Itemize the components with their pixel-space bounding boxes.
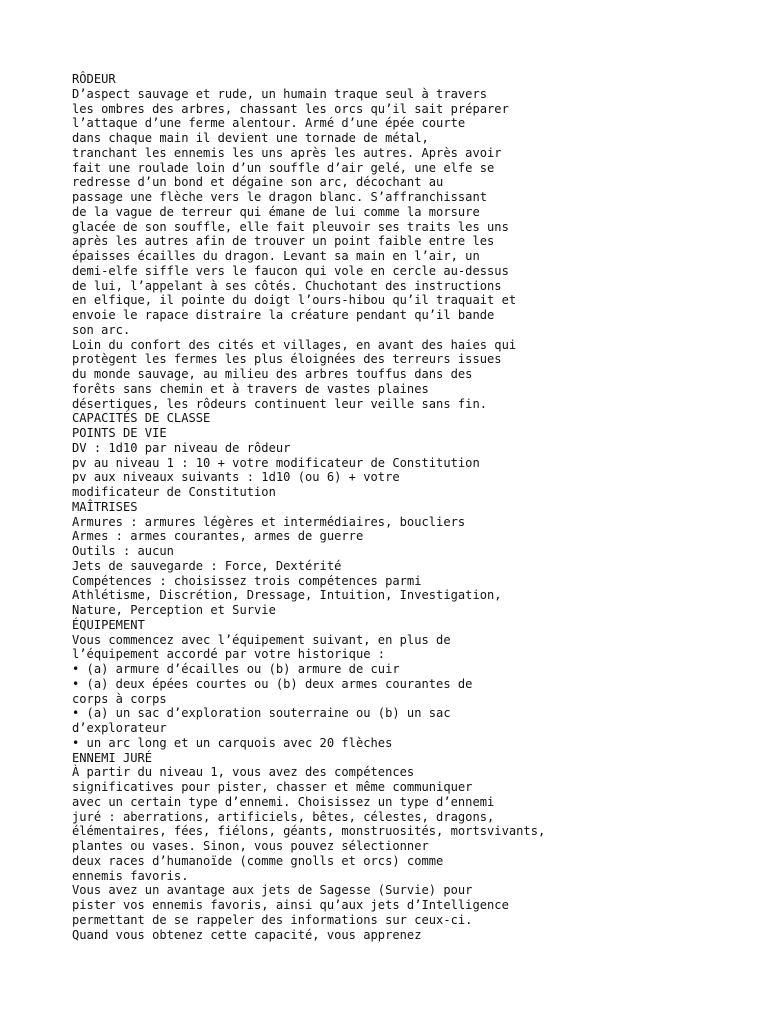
text-line: protègent les fermes les plus éloignées des terreurs issues [72, 352, 502, 367]
text-line: permettant de se rappeler des informations sur ceux-ci. [72, 912, 473, 927]
text-line: pister vos ennemis favoris, ainsi qu’aux jets d’Intelligence [72, 898, 509, 912]
text-line: POINTS DE VIE [72, 426, 167, 440]
text-line: avec un certain type d’ennemi. Choisissez un type d’ennemi [72, 794, 495, 809]
text-line: demi-elfe siffle vers le faucon qui vole en cercle au-dessus [72, 263, 509, 278]
text-line: plantes ou vases. Sinon, vous pouvez sélectionner [72, 839, 429, 853]
text-line: • un arc long et un carquois avec 20 flèches [72, 735, 393, 750]
text-line: corps à corps [72, 691, 167, 706]
text-line: • (a) armure d’écailles ou (b) armure de cuir [72, 662, 400, 676]
text-line: ENNEMI JURÉ [72, 750, 153, 765]
text-line: Outils : aucun [72, 544, 174, 558]
text-line: glacée de son souffle, elle fait pleuvoir ses traits les uns [72, 219, 509, 234]
text-line: d’explorateur [72, 721, 167, 735]
text-line: Compétences : choisissez trois compétences parmi [72, 573, 422, 588]
text-line: juré : aberrations, artificiels, bêtes, célestes, dragons, [72, 809, 495, 824]
text-line: épaisses écailles du dragon. Levant sa main en l’air, un [72, 249, 480, 263]
text-line: du monde sauvage, au milieu des arbres touffus dans des [72, 367, 473, 381]
text-line: • (a) deux épées courtes ou (b) deux armes courantes de [72, 676, 473, 691]
text-line: D’aspect sauvage et rude, un humain traque seul à travers [72, 86, 488, 101]
text-line: Loin du confort des cités et villages, en avant des haies qui [72, 337, 517, 352]
document-page [72, 72, 732, 942]
text-line: après les autres afin de trouver un point faible entre les [72, 234, 495, 249]
text-line: forêts sans chemin et à travers de vastes plaines [72, 381, 429, 396]
text-line: dans chaque main il devient une tornade de métal, [72, 131, 429, 145]
text-line: l’attaque d’une ferme alentour. Armé d’une épée courte [72, 116, 466, 131]
text-line: deux races d’humanoïde (comme gnolls et orcs) comme [72, 853, 444, 868]
text-line: DV : 1d10 par niveau de rôdeur [72, 440, 291, 455]
text-line: significatives pour pister, chasser et même communiquer [72, 780, 473, 794]
text-line: modificateur de Constitution [72, 485, 276, 499]
text-line: passage une flèche vers le dragon blanc. S’affranchissant [72, 190, 488, 204]
text-line: Quand vous obtenez cette capacité, vous apprenez [72, 927, 422, 942]
text-line: Jets de sauvegarde : Force, Dextérité [72, 558, 342, 573]
text-line: ennemis favoris. [72, 868, 189, 883]
text-line: Nature, Perception et Survie [72, 603, 276, 617]
text-line: Vous avez un avantage aux jets de Sagesse (Survie) pour [72, 883, 473, 898]
text-line: redresse d’un bond et dégaine son arc, décochant au [72, 175, 444, 190]
text-line: de lui, l’appelant à ses côtés. Chuchotant des instructions [72, 278, 502, 293]
text-line: élémentaires, fées, fiélons, géants, monstruosités, mortsvivants, [72, 824, 546, 839]
text-line: envoie le rapace distraire la créature pendant qu’il bande [72, 308, 495, 322]
text-line: CAPACITÉS DE CLASSE [72, 411, 211, 426]
text-line: pv au niveau 1 : 10 + votre modificateur de Constitution [72, 455, 480, 470]
text-line: en elfique, il pointe du doigt l’ours-hibou qu’il traquait et [72, 293, 517, 308]
text-line: désertiques, les rôdeurs continuent leur veille sans fin. [72, 396, 488, 411]
text-line: • (a) un sac d’exploration souterraine ou (b) un sac [72, 706, 451, 721]
text-line: tranchant les ennemis les uns après les autres. Après avoir [72, 145, 502, 160]
text-line: de la vague de terreur qui émane de lui comme la morsure [72, 204, 480, 219]
text-line: Armes : armes courantes, armes de guerre [72, 529, 364, 544]
text-line: fait une roulade loin d’un souffle d’air gelé, une elfe se [72, 160, 495, 175]
text-line: les ombres des arbres, chassant les orcs qu’il sait préparer [72, 101, 509, 116]
text-line: Athlétisme, Discrétion, Dressage, Intuition, Investigation, [72, 588, 502, 603]
text-line: Vous commencez avec l’équipement suivant, en plus de [72, 632, 451, 647]
text-line: À partir du niveau 1, vous avez des compétences [72, 765, 415, 780]
text-line: ÉQUIPEMENT [72, 617, 145, 632]
text-line: RÔDEUR [72, 72, 116, 86]
text-line: pv aux niveaux suivants : 1d10 (ou 6) + votre [72, 470, 400, 485]
text-line: Armures : armures légères et intermédiaires, boucliers [72, 514, 466, 529]
text-line: l’équipement accordé par votre historique : [72, 647, 386, 662]
text-line: MAÎTRISES [72, 499, 138, 514]
text-line: son arc. [72, 322, 131, 337]
